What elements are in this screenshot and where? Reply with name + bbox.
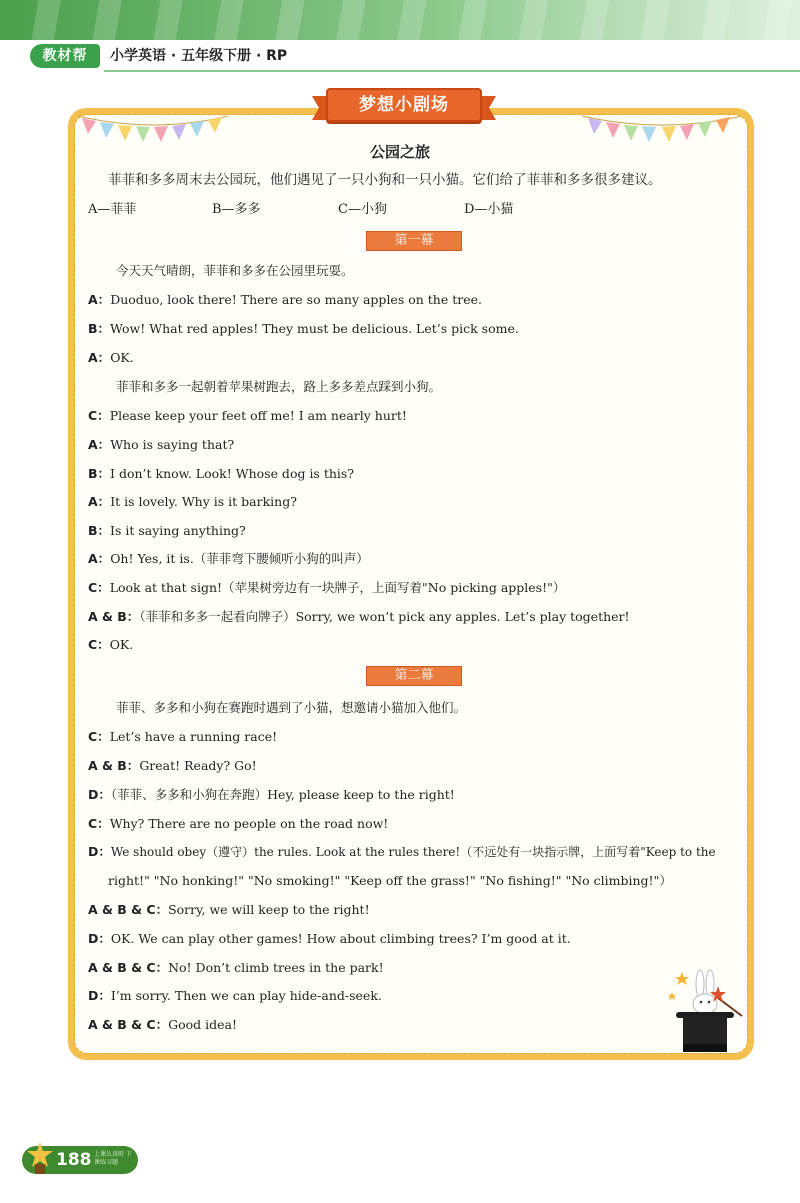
dialogue-line (88, 1014, 748, 1036)
trophy-icon (26, 1142, 54, 1176)
dialogue-text: Please keep your feet off me! I am nearly hurt! (109, 408, 407, 423)
speaker-label: A： (88, 437, 111, 452)
dialogue-text: Oh! Yes, it is.（菲菲弯下腰倾听小狗的叫声） (110, 551, 369, 566)
dialogue-line (88, 985, 748, 1007)
header-band-pattern (0, 0, 800, 40)
speaker-label: C： (88, 580, 110, 595)
dialogue-text: 今天天气晴朗，菲菲和多多在公园里玩耍。 (116, 263, 354, 278)
dialogue-line (116, 376, 776, 398)
speaker-label: A & B & C： (88, 902, 169, 917)
speaker-label: A & B： (88, 609, 140, 624)
dialogue-line (88, 899, 748, 921)
dialogue-text: We should obey（遵守）the rules. Look at the rules there!（不远处有一块指示牌，上面写着"Keep to the (110, 845, 716, 859)
dialogue-line (88, 784, 748, 806)
header-divider (104, 70, 800, 72)
dialogue-text: OK. (109, 637, 134, 652)
dialogue-text: OK. (110, 350, 134, 365)
speaker-label: A： (88, 350, 111, 365)
speaker-label: D： (88, 931, 111, 946)
dialogue-line (88, 434, 748, 456)
role-c: C—小狗 (338, 202, 387, 217)
dialogue-text: Wow! What red apples! They must be delicious. Let’s pick some. (110, 321, 519, 336)
dialogue-text: I’m sorry. Then we can play hide-and-seek. (110, 988, 382, 1003)
dialogue-line (88, 463, 748, 485)
dialogue-text: It is lovely. Why is it barking? (110, 494, 297, 509)
dialogue-text: Good idea! (168, 1017, 237, 1032)
dialogue-line (88, 928, 748, 950)
dialogue-text: I don’t know. Look! Whose dog is this? (110, 466, 355, 481)
speaker-label: D： (88, 787, 111, 802)
dialogue-text: Who is saying that? (110, 437, 235, 452)
dialogue-line (116, 260, 776, 282)
speaker-label: A & B & C： (88, 960, 169, 975)
speaker-label: C： (88, 637, 110, 652)
role-d: D—小猫 (464, 202, 514, 217)
dialogue-line (88, 520, 748, 542)
magic-hat-bunny-icon (664, 966, 748, 1056)
book-title: 小学英语 · 五年级下册 · RP (110, 48, 288, 64)
dialogue-text: Duoduo, look there! There are so many apples on the tree. (110, 292, 482, 307)
page-number: 188 (56, 1150, 92, 1170)
story-title: 公园之旅 (369, 143, 430, 161)
act-two-label: 第二幕 (366, 666, 462, 686)
speaker-label: C： (88, 729, 110, 744)
speaker-label: B： (88, 466, 111, 481)
speaker-label: B： (88, 523, 111, 538)
dialogue-line (88, 347, 748, 369)
dialogue-line (88, 548, 748, 570)
dialogue-line (88, 755, 748, 777)
speaker-label: A： (88, 551, 111, 566)
act-one-label: 第一幕 (366, 231, 462, 251)
dialogue-line (108, 870, 768, 892)
dialogue-line (88, 491, 748, 513)
dialogue-line (88, 726, 748, 748)
dialogue-text: Is it saying anything? (110, 523, 246, 538)
dialogue-line (88, 606, 748, 628)
brand-label: 教材帮 (30, 44, 100, 68)
dialogue-text: Why? There are no people on the road now! (109, 816, 389, 831)
dialogue-text: right!" "No honking!" "No smoking!" "Keep off the grass!" "No fishing!" "No climbing!"） (108, 873, 672, 888)
dialogue-text: OK. We can play other games! How about climbing trees? I’m good at it. (110, 931, 571, 946)
dialogue-text: 菲菲和多多一起朝着苹果树跑去，路上多多差点踩到小狗。 (116, 379, 442, 394)
dialogue-line (88, 634, 748, 656)
dialogue-text: 菲菲、多多和小狗在赛跑时遇到了小猫，想邀请小猫加入他们。 (116, 700, 467, 715)
dialogue-text: （菲菲和多多一起看向牌子）Sorry, we won’t pick any apples. Let’s play together! (139, 609, 630, 624)
speaker-label: C： (88, 408, 110, 423)
speaker-label: B： (88, 321, 111, 336)
role-a: A—菲菲 (88, 202, 137, 217)
dialogue-line (88, 841, 748, 863)
dialogue-text: Look at that sign!（苹果树旁边有一块牌子，上面写着"No picking apples!"） (109, 580, 566, 595)
section-banner: 梦想小剧场 (326, 88, 482, 122)
speaker-label: A & B & C： (88, 1017, 169, 1032)
dialogue-line (88, 813, 748, 835)
dialogue-line (88, 289, 748, 311)
speaker-label: A： (88, 494, 111, 509)
dialogue-text: Let’s have a running race! (109, 729, 278, 744)
speaker-label: A： (88, 292, 111, 307)
dialogue-line (88, 405, 748, 427)
footer-slogan: 上课认真听 下课练习题 (94, 1151, 132, 1166)
dialogue-line (88, 577, 748, 599)
dialogue-text: No! Don’t climb trees in the park! (168, 960, 384, 975)
dialogue-line (88, 957, 748, 979)
speaker-label: D： (88, 988, 111, 1003)
dialogue-line (116, 697, 776, 719)
dialogue-text: Sorry, we will keep to the right! (168, 902, 370, 917)
role-b: B—多多 (212, 202, 261, 217)
speaker-label: A & B： (88, 758, 140, 773)
story-intro: 菲菲和多多周末去公园玩，他们遇见了一只小狗和一只小猫。它们给了菲菲和多多很多建议。 (108, 172, 662, 188)
dialogue-line (88, 318, 748, 340)
speaker-label: D： (88, 844, 111, 859)
dialogue-text: Great! Ready? Go! (139, 758, 257, 773)
dialogue-text: （菲菲、多多和小狗在奔跑）Hey, please keep to the right! (110, 787, 455, 802)
speaker-label: C： (88, 816, 110, 831)
